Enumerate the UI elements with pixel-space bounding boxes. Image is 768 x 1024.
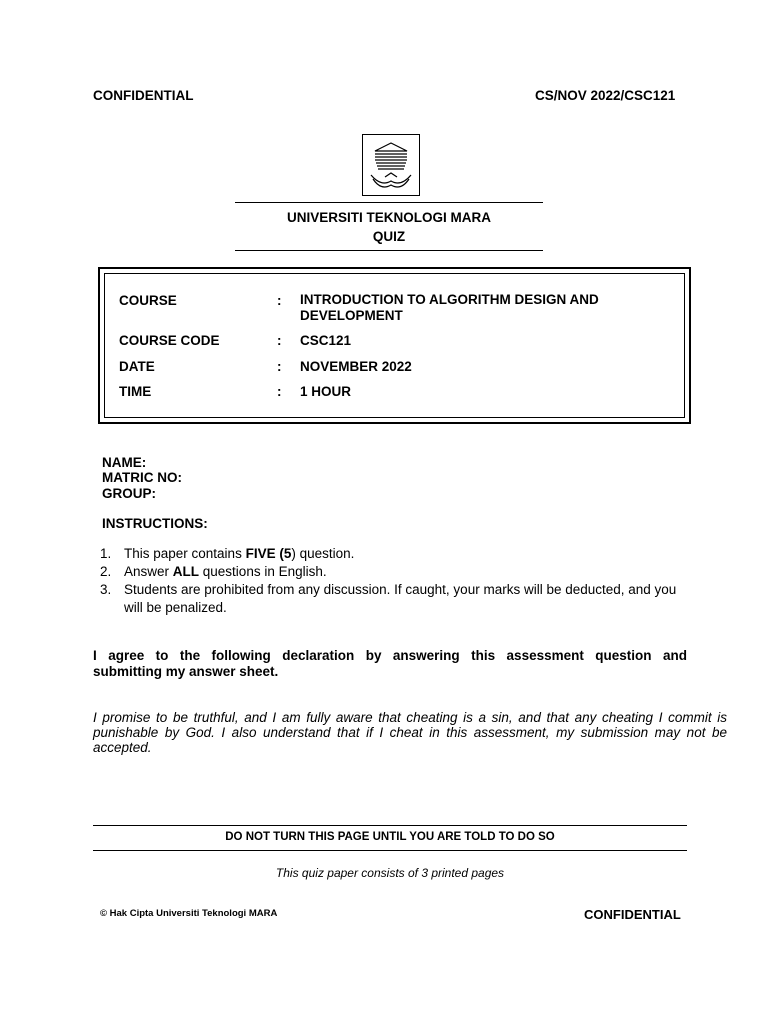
- do-not-turn-notice: DO NOT TURN THIS PAGE UNTIL YOU ARE TOLD TO DO SO: [225, 831, 555, 843]
- promise-line-3: accepted.: [93, 740, 152, 755]
- instruction-item: 2. Answer ALL questions in English.: [100, 564, 327, 579]
- footer-copyright: © Hak Cipta Universiti Teknologi MARA: [100, 908, 278, 919]
- matric-field-label: MATRIC NO:: [102, 470, 182, 485]
- time-value: 1 HOUR: [300, 384, 352, 399]
- course-value: INTRODUCTION TO ALGORITHM DESIGN AND DEVELOPMENT: [300, 292, 599, 323]
- date-label: DATE: [119, 359, 155, 374]
- date-value: NOVEMBER 2022: [300, 359, 412, 374]
- instruction-item: 3. Students are prohibited from any discussion. If caught, your marks will be deducted, and you will be penalized.: [100, 582, 677, 615]
- instructions-heading: INSTRUCTIONS:: [102, 516, 208, 531]
- header-confidential: CONFIDENTIAL: [93, 88, 194, 103]
- course-code-colon: :: [277, 333, 282, 348]
- university-name: UNIVERSITI TEKNOLOGI MARA: [286, 210, 491, 225]
- instruction-item: 1. This paper contains FIVE (5) question.: [100, 546, 355, 561]
- course-code-label: COURSE CODE: [119, 333, 220, 348]
- title-bottom-rule: [235, 250, 543, 251]
- time-label: TIME: [119, 384, 152, 399]
- course-code-value: CSC121: [300, 333, 352, 348]
- group-field-label: GROUP:: [102, 486, 156, 501]
- course-label: COURSE: [119, 293, 177, 308]
- notice-bottom-rule: [93, 850, 687, 851]
- date-colon: :: [277, 359, 282, 374]
- promise-line-1: I promise to be truthful, and I am fully aware that cheating is a sin, and that any cheating I commit is: [93, 710, 727, 725]
- promise-line-2: punishable by God. I also understand that if I cheat in this assessment, my submission may not be: [93, 725, 727, 740]
- title-top-rule: [235, 202, 543, 203]
- instructions-list: [100, 545, 690, 617]
- page-count-note: This quiz paper consists of 3 printed pages: [275, 866, 505, 880]
- course-colon: :: [277, 293, 282, 308]
- name-field-label: NAME:: [102, 455, 147, 470]
- declaration-line-1: I agree to the following declaration by answering this assessment question and: [93, 648, 687, 663]
- declaration-line-2: submitting my answer sheet.: [93, 664, 279, 679]
- university-crest-icon: [362, 134, 420, 196]
- notice-top-rule: [93, 825, 687, 826]
- footer-confidential: CONFIDENTIAL: [584, 907, 681, 922]
- header-paper-code: CS/NOV 2022/CSC121: [535, 88, 676, 103]
- paper-type: QUIZ: [372, 229, 406, 244]
- time-colon: :: [277, 384, 282, 399]
